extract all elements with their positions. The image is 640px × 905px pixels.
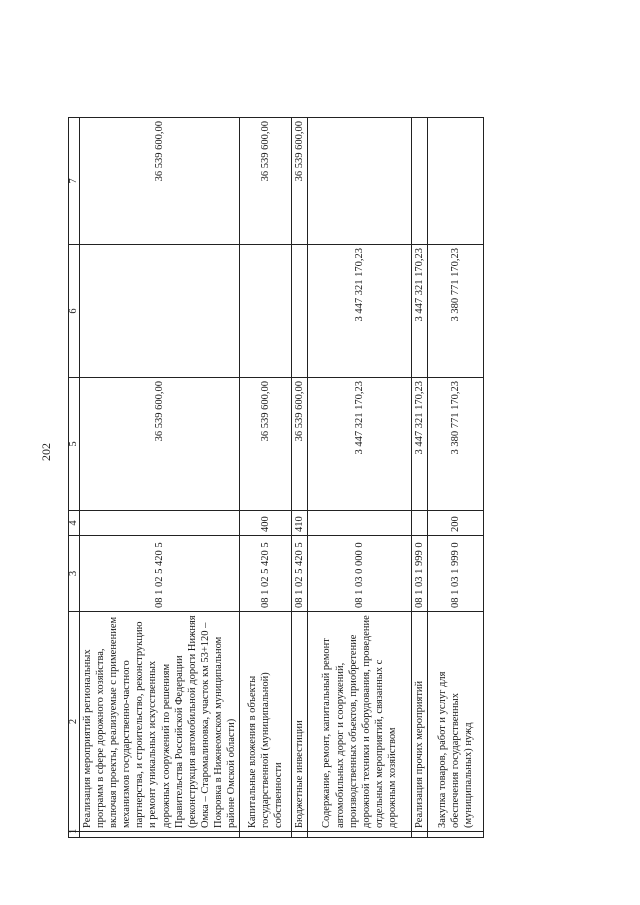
row-value-col7 [308, 118, 412, 245]
header-col-2: 2 [69, 612, 80, 832]
row-index-cell [308, 832, 412, 838]
row-code: 08 1 02 5 420 5 [80, 536, 240, 612]
table-row [428, 118, 484, 838]
table-row [308, 118, 412, 838]
table-row [240, 118, 292, 838]
row-value-col7: 36 539 600,00 [80, 118, 240, 245]
row-value-col7 [428, 118, 484, 245]
header-col-5: 5 [69, 378, 80, 511]
row-value-col6: 3 447 321 170,23 [412, 245, 428, 378]
row-value-col7: 36 539 600,00 [240, 118, 292, 245]
header-col-6: 6 [69, 245, 80, 378]
row-value-col6 [80, 245, 240, 378]
row-kvr: 410 [292, 511, 308, 536]
budget-table [68, 117, 484, 838]
row-value-col5: 36 539 600,00 [292, 378, 308, 511]
header-col-1: 1 [69, 832, 80, 838]
row-kvr [308, 511, 412, 536]
row-code: 08 1 03 0 000 0 [308, 536, 412, 612]
row-index-cell [240, 832, 292, 838]
row-value-col5: 3 447 321 170,23 [412, 378, 428, 511]
row-name: Реализация мероприятий региональных программ в сфере дорожного хозяйства, включая проекты, реализуемые с применением механизмов государственно-частного партнерства, и строительство, реконструкцию и ремонт уникальных искусственных дорожных сооружений по решениям Правительства Российской Федерации (реконструкция автомобильной дороги Нижняя Омка – Старомалиновка, участок км 53+120 – Покровка в Нижнеомском муниципальном районе Омской области) [80, 612, 240, 832]
row-kvr [80, 511, 240, 536]
row-name: Содержание, ремонт, капитальный ремонт автомобильных дорог и сооружений, производственных объектов, приобретение дорожной техники и оборудования, проведение отдельных мероприятий, связанных с дорожным хозяйством [308, 612, 412, 832]
rotated-table-container [68, 118, 475, 838]
row-value-col6: 3 447 321 170,23 [308, 245, 412, 378]
row-kvr: 200 [428, 511, 484, 536]
row-value-col6: 3 380 771 170,23 [428, 245, 484, 378]
header-row [69, 118, 80, 838]
row-value-col7: 36 539 600,00 [292, 118, 308, 245]
row-value-col5: 36 539 600,00 [240, 378, 292, 511]
table-row [412, 118, 428, 838]
row-name: Капитальные вложения в объекты государственной (муниципальной) собственности [240, 612, 292, 832]
header-col-4: 4 [69, 511, 80, 536]
row-value-col6 [240, 245, 292, 378]
row-kvr [412, 511, 428, 536]
row-name: Реализация прочих мероприятий [412, 612, 428, 832]
header-col-3: 3 [69, 536, 80, 612]
row-code: 08 1 02 5 420 5 [292, 536, 308, 612]
row-index-cell [412, 832, 428, 838]
row-value-col5: 3 380 771 170,23 [428, 378, 484, 511]
row-name: Бюджетные инвестиции [292, 612, 308, 832]
row-code: 08 1 03 1 999 0 [428, 536, 484, 612]
row-kvr: 400 [240, 511, 292, 536]
row-code: 08 1 03 1 999 0 [412, 536, 428, 612]
row-name: Закупка товаров, работ и услуг для обеспечения государственных (муниципальных) нужд [428, 612, 484, 832]
table-row [292, 118, 308, 838]
row-index-cell [428, 832, 484, 838]
header-col-7: 7 [69, 118, 80, 245]
row-value-col6 [292, 245, 308, 378]
row-value-col7 [412, 118, 428, 245]
row-index-cell [292, 832, 308, 838]
row-value-col5: 36 539 600,00 [80, 378, 240, 511]
row-index-cell [80, 832, 240, 838]
row-code: 08 1 02 5 420 5 [240, 536, 292, 612]
row-value-col5: 3 447 321 170,23 [308, 378, 412, 511]
page-number: 202 [39, 443, 53, 461]
table-row [80, 118, 240, 838]
